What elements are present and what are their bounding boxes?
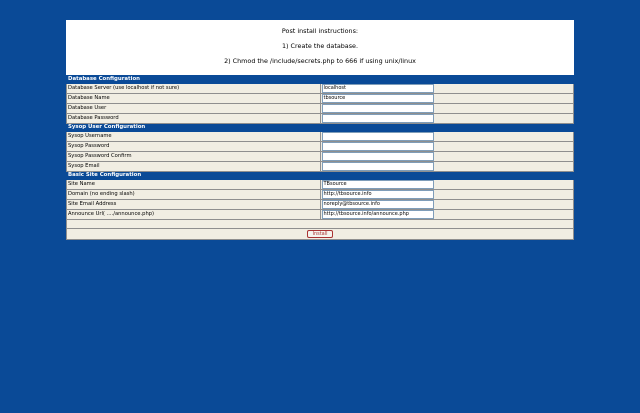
- form-row: [67, 152, 574, 162]
- installer-panel: [66, 20, 574, 240]
- form-row: [67, 200, 574, 210]
- form-row: [67, 210, 574, 220]
- sysop-email-input[interactable]: [322, 162, 434, 171]
- form-row: [67, 142, 574, 152]
- database-section-header: Database Configuration: [67, 76, 574, 84]
- sysop-password-input[interactable]: [322, 142, 434, 151]
- form-row: [67, 114, 574, 124]
- sysop-username-input[interactable]: [322, 132, 434, 141]
- site-name-input[interactable]: TBsource: [322, 180, 434, 189]
- db-server-label: Database Server (use localhost if not sure): [67, 84, 321, 94]
- db-server-input[interactable]: localhost: [322, 84, 434, 93]
- notice-step-1: 1) Create the database.: [281, 42, 359, 50]
- sysop-email-label: Sysop Email: [67, 162, 321, 172]
- announce-url-label: Announce Url( ..../announce.php): [67, 210, 321, 220]
- button-row: [67, 229, 574, 240]
- post-install-notice: [66, 20, 574, 75]
- form-row: [67, 180, 574, 190]
- site-name-label: Site Name: [67, 180, 321, 190]
- db-password-input[interactable]: [322, 114, 434, 123]
- form-row: [67, 94, 574, 104]
- announce-url-input[interactable]: http://tbsource.info/announce.php: [322, 210, 434, 219]
- spacer-row: [67, 220, 574, 229]
- config-form: [66, 75, 574, 240]
- domain-label: Domain (no ending slash): [67, 190, 321, 200]
- form-row: [67, 84, 574, 94]
- form-row: [67, 132, 574, 142]
- db-password-label: Database Password: [67, 114, 321, 124]
- notice-step-2: 2) Chmod the /include/secrets.php to 666 if using unix/linux: [224, 57, 416, 65]
- site-email-input[interactable]: noreply@tbsource.info: [322, 200, 434, 209]
- form-row: [67, 104, 574, 114]
- sysop-password-label: Sysop Password: [67, 142, 321, 152]
- db-user-label: Database User: [67, 104, 321, 114]
- domain-input[interactable]: http://tbsource.info: [322, 190, 434, 199]
- form-row: [67, 190, 574, 200]
- db-name-input[interactable]: tbsource: [322, 94, 434, 103]
- install-button[interactable]: Install: [307, 230, 332, 238]
- site-email-label: Site Email Address: [67, 200, 321, 210]
- sysop-section-header: Sysop User Configuration: [67, 124, 574, 132]
- db-name-label: Database Name: [67, 94, 321, 104]
- form-row: [67, 162, 574, 172]
- sysop-username-label: Sysop Username: [67, 132, 321, 142]
- sysop-password-confirm-input[interactable]: [322, 152, 434, 161]
- sysop-password-confirm-label: Sysop Password Confirm: [67, 152, 321, 162]
- site-section-header: Basic Site Configuration: [67, 172, 574, 180]
- db-user-input[interactable]: [322, 104, 434, 113]
- notice-title: Post install instructions:: [281, 27, 359, 35]
